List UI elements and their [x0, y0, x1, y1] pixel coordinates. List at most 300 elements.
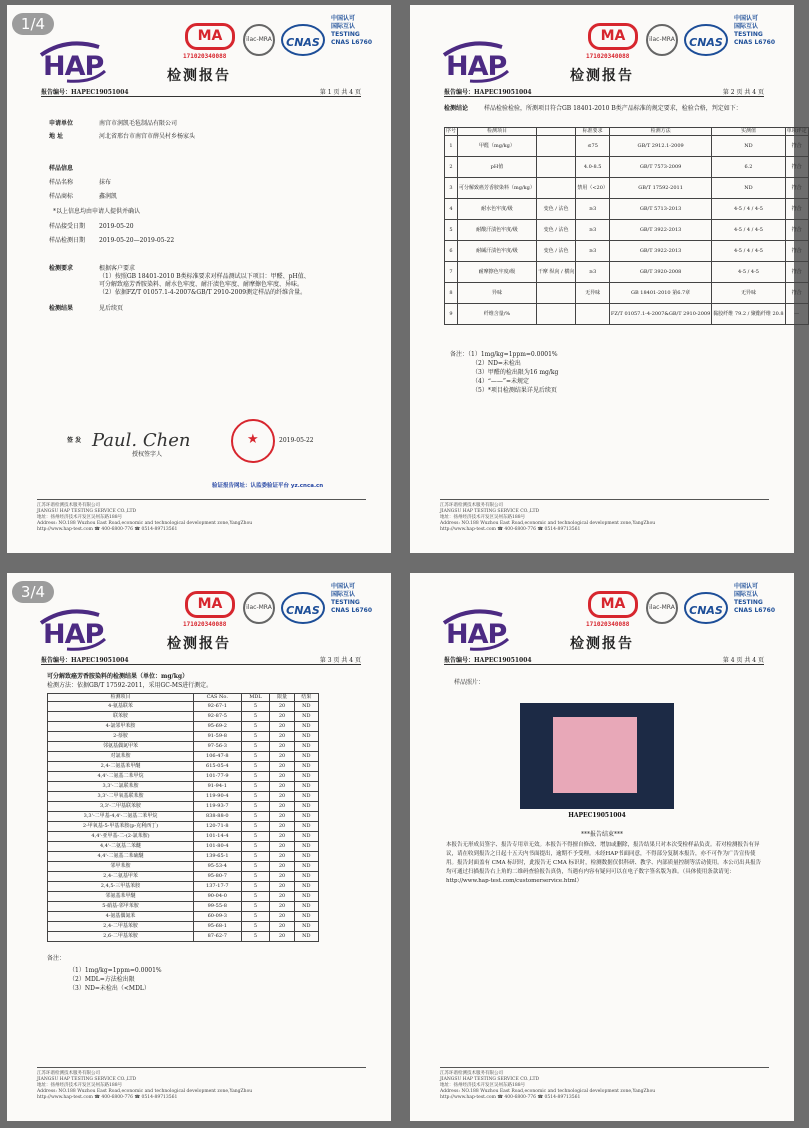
table-cell: GB/T 7573-2009: [609, 157, 711, 178]
table-cell: 20: [270, 712, 294, 722]
table-cell: 5: [241, 782, 270, 792]
table-header-cell: 限量: [270, 694, 294, 702]
hap-logo: HAP: [440, 37, 512, 87]
result-value: 见后续页: [99, 305, 124, 312]
table-row: [48, 742, 319, 752]
table-cell: 106-47-8: [194, 752, 242, 762]
table-cell: 5: [445, 220, 458, 241]
table-cell: 2-萘胺: [48, 732, 194, 742]
sample-name-label: 样品名称: [49, 179, 74, 186]
accreditation-text: 中国认可 国际互认 TESTING CNAS L6760: [331, 583, 373, 614]
table-cell: 4-5 / 4 / 4-5: [712, 220, 785, 241]
table-cell: ND: [294, 772, 318, 782]
table-cell: 3,3'-二氯联苯胺: [48, 782, 194, 792]
table-cell: 5: [241, 842, 270, 852]
requirement-line: 根据客户要求: [99, 265, 136, 272]
table-row: [48, 732, 319, 742]
note-line: （5）*项目检测结果详见后续页: [472, 387, 557, 394]
signer-label: 签 发: [67, 437, 82, 444]
table-row: [48, 752, 319, 762]
table-cell: [576, 304, 610, 325]
table-cell: ≥3: [576, 199, 610, 220]
page-footer: 江苏环谱检测技术服务有限公司 JIANGSU HAP TESTING SERVICE CO.,LTD 地址：扬州经济技术开发区吴州东路188号 Address: NO.188 Wuzhou East Road,economic and technological development zone,YangZhou http://www.hap-test.com ☎ 400-6800-776 ☎ 0514-89713561: [37, 503, 253, 532]
table-cell: 5-硝基-邻甲苯胺: [48, 902, 194, 912]
table-header-cell: 标准要求: [576, 128, 610, 136]
received-date: 2019-05-20: [99, 223, 134, 230]
table-cell: 符合: [785, 262, 808, 283]
report-page-2: [410, 5, 807, 553]
table-cell: 95-69-2: [194, 722, 242, 732]
report-page-1: [7, 5, 391, 553]
table-cell: 符合: [785, 199, 808, 220]
table-cell: 101-14-4: [194, 832, 242, 842]
table-cell: 20: [270, 792, 294, 802]
table-row: [48, 902, 319, 912]
page-badge: 3/4: [12, 581, 54, 603]
table-row: [48, 922, 319, 932]
table-cell: 5: [241, 792, 270, 802]
note-line: （4）“——”=未规定: [472, 378, 529, 385]
report-title: 检测报告: [570, 636, 634, 652]
report-page-4: [410, 573, 794, 1121]
sample-photo: [520, 703, 674, 819]
table-row: [445, 136, 809, 157]
table-cell: GB/T 3922-2013: [609, 220, 711, 241]
client-value: 南宫市润凯毛毡制品有限公司: [99, 120, 178, 127]
photo-label: 样品照片：: [454, 679, 485, 686]
table-cell: 联苯胺: [48, 712, 194, 722]
table-cell: ND: [712, 178, 785, 199]
table-cell: 5: [241, 712, 270, 722]
table-cell: 5: [241, 732, 270, 742]
table-cell: 符合: [785, 283, 808, 304]
table-row: [48, 722, 319, 732]
table-cell: GB/T 17592-2011: [609, 178, 711, 199]
test-period: 2019-05-20—2019-05-22: [99, 237, 175, 244]
table-cell: 3,3'-二甲氧基联苯胺: [48, 792, 194, 802]
note-line: （2）MDL=方法检出限: [69, 976, 135, 983]
note-line: 备注：: [47, 955, 66, 962]
table-header-cell: 检测项目: [458, 128, 537, 136]
ilac-mra-mark: ilac-MRA: [243, 24, 275, 56]
report-number: 报告编号：HAPEC19051004: [444, 89, 532, 96]
table-cell: ND: [294, 742, 318, 752]
table-row: [445, 262, 809, 283]
table-cell: 4-氨基偶氮苯: [48, 912, 194, 922]
table-cell: 变色 / 沾色: [536, 241, 575, 262]
table-cell: 异味: [458, 283, 537, 304]
table-cell: 20: [270, 702, 294, 712]
table-cell: 20: [270, 922, 294, 932]
table-cell: 95-68-1: [194, 922, 242, 932]
cma-number: 171020340088: [586, 53, 630, 60]
table-row: [48, 762, 319, 772]
table-cell: 838-88-0: [194, 812, 242, 822]
table-cell: GB/T 3920-2008: [609, 262, 711, 283]
table-cell: 邻氨基偶氮甲苯: [48, 742, 194, 752]
table-cell: 2-甲氧基-5-甲基苯胺(p-克利西丁): [48, 822, 194, 832]
table-cell: 5: [241, 892, 270, 902]
table-cell: ND: [294, 792, 318, 802]
table-cell: 20: [270, 722, 294, 732]
table-cell: 91-94-1: [194, 782, 242, 792]
page-footer: 江苏环谱检测技术服务有限公司 JIANGSU HAP TESTING SERVICE CO.,LTD 地址：扬州经济技术开发区吴州东路188号 Address: NO.188 Wuzhou East Road,economic and technological development zone,YangZhou http://www.hap-test.com ☎ 400-6800-776 ☎ 0514-89713561: [37, 1071, 253, 1100]
table-row: [445, 283, 809, 304]
table-cell: 2: [445, 157, 458, 178]
conclusion-label: 检测结论: [444, 105, 469, 112]
page-number: 第 1 页 共 4 页: [319, 89, 361, 96]
table-cell: 95-80-7: [194, 872, 242, 882]
table-cell: ND: [294, 902, 318, 912]
table-cell: 4-5 / 4 / 4-5: [712, 241, 785, 262]
table-cell: 甲醛（mg/kg）: [458, 136, 537, 157]
table-cell: 20: [270, 902, 294, 912]
page-badge: 1/4: [12, 13, 54, 35]
table-row: [48, 892, 319, 902]
table-cell: 4.0-8.5: [576, 157, 610, 178]
table-cell: 5: [241, 922, 270, 932]
table-cell: 9: [445, 304, 458, 325]
method-text: 检测方法：依据GB/T 17592-2011，采用GC-MS进行测定。: [47, 682, 213, 689]
table-cell: 5: [241, 772, 270, 782]
aromatic-amine-heading: 可分解致癌芳香胺染料的检测结果（单位：mg/kg）: [47, 673, 189, 680]
table-cell: 5: [241, 752, 270, 762]
table-row: [445, 241, 809, 262]
photo-caption: HAPEC19051004: [568, 812, 626, 819]
table-cell: 20: [270, 932, 294, 942]
table-cell: 92-67-1: [194, 702, 242, 712]
signer-role: 授权签字人: [132, 451, 163, 458]
page-number: 第 4 页 共 4 页: [722, 657, 764, 664]
table-cell: 邻甲苯胺: [48, 862, 194, 872]
note-line: （1）1mg/kg=1ppm=0.0001%: [69, 967, 162, 974]
table-cell: 4-氯邻甲苯胺: [48, 722, 194, 732]
table-row: [48, 932, 319, 942]
table-row: [445, 199, 809, 220]
table-cell: 20: [270, 872, 294, 882]
info-note: *以上信息均由申请人提供并确认: [53, 208, 141, 215]
sample-name: 抹布: [99, 179, 112, 186]
authorized-signature: Paul. Chen: [92, 430, 191, 451]
table-cell: 耐酸汗渍色牢度/级: [458, 220, 537, 241]
table-cell: 5: [241, 822, 270, 832]
table-cell: 4: [445, 199, 458, 220]
table-cell: 耐水色牢度/级: [458, 199, 537, 220]
table-cell: 2,6-二甲基苯胺: [48, 932, 194, 942]
table-cell: 101-80-4: [194, 842, 242, 852]
table-cell: 变色 / 沾色: [536, 199, 575, 220]
table-row: [48, 912, 319, 922]
cnas-mark: CNAS: [281, 23, 325, 57]
table-row: [445, 220, 809, 241]
ilac-mra-mark: ilac-MRA: [646, 24, 678, 56]
table-cell: 90-04-0: [194, 892, 242, 902]
table-cell: 变色 / 沾色: [536, 220, 575, 241]
table-header-cell: 单项评定: [786, 128, 807, 134]
table-cell: 1: [445, 136, 458, 157]
table-cell: [536, 157, 575, 178]
page-number: 第 3 页 共 4 页: [319, 657, 361, 664]
table-cell: ND: [294, 872, 318, 882]
accreditation-text: 中国认可 国际互认 TESTING CNAS L6760: [734, 15, 776, 46]
table-cell: 87-62-7: [194, 932, 242, 942]
table-cell: 符合: [785, 220, 808, 241]
table-row: [445, 178, 809, 199]
table-cell: [536, 178, 575, 199]
table-cell: —: [785, 304, 808, 325]
note-line: 备注：（1）1mg/kg=1ppm=0.0001%: [450, 351, 558, 358]
sample-section: 样品信息: [49, 165, 74, 172]
cma-number: 171020340088: [183, 53, 227, 60]
cma-number: 171020340088: [586, 621, 630, 628]
table-cell: [536, 136, 575, 157]
table-row: [48, 802, 319, 812]
table-cell: 20: [270, 912, 294, 922]
table-row: [48, 812, 319, 822]
table-cell: 5: [241, 912, 270, 922]
official-seal: ★: [231, 419, 275, 463]
table-cell: [536, 304, 575, 325]
table-cell: 20: [270, 772, 294, 782]
table-cell: 2,4-二氨基甲苯: [48, 872, 194, 882]
table-row: [48, 792, 319, 802]
table-cell: 黏胶纤维 79.2 / 聚酯纤维 20.8: [712, 304, 785, 325]
table-cell: ND: [294, 852, 318, 862]
table-cell: ND: [294, 842, 318, 852]
table-cell: 137-17-7: [194, 882, 242, 892]
table-cell: 4,4'-亚甲基-二-(2-氯苯胺): [48, 832, 194, 842]
table-cell: ND: [294, 912, 318, 922]
table-cell: GB/T 2912.1-2009: [609, 136, 711, 157]
table-cell: 95-53-4: [194, 862, 242, 872]
table-row: [48, 832, 319, 842]
table-cell: 禁用（<20）: [576, 178, 610, 199]
requirement-line: （1）按照GB 18401-2010 B类标准要求对样品测试以下项目：甲醛、pH值、: [99, 273, 310, 280]
table-cell: 耐碱汗渍色牢度/级: [458, 241, 537, 262]
table-cell: 对氯苯胺: [48, 752, 194, 762]
table-cell: 20: [270, 732, 294, 742]
report-title: 检测报告: [570, 68, 634, 84]
table-cell: 5: [241, 872, 270, 882]
sample-cloth: [553, 717, 637, 793]
table-cell: 符合: [785, 157, 808, 178]
report-number: 报告编号：HAPEC19051004: [444, 657, 532, 664]
table-cell: 符合: [785, 178, 808, 199]
table-cell: 119-93-7: [194, 802, 242, 812]
table-cell: ND: [294, 922, 318, 932]
sign-date: 2019-05-22: [279, 437, 314, 444]
table-cell: 20: [270, 742, 294, 752]
table-cell: ND: [294, 892, 318, 902]
table-cell: 6.2: [712, 157, 785, 178]
cma-mark: MA: [185, 23, 235, 50]
table-cell: 97-56-3: [194, 742, 242, 752]
table-cell: 耐摩擦色牢度/级: [458, 262, 537, 283]
cnas-mark: CNAS: [684, 23, 728, 57]
table-cell: 5: [241, 802, 270, 812]
table-cell: 20: [270, 762, 294, 772]
table-cell: 92-87-5: [194, 712, 242, 722]
table-cell: 纤维含量/%: [458, 304, 537, 325]
cnas-mark: CNAS: [684, 591, 728, 625]
table-cell: FZ/T 01057.1-4-2007&GB/T 2910-2009: [609, 304, 711, 325]
table-cell: 139-65-1: [194, 852, 242, 862]
cnas-mark: CNAS: [281, 591, 325, 625]
table-cell: ≥3: [576, 262, 610, 283]
table-cell: ND: [294, 862, 318, 872]
table-header-cell: [536, 128, 575, 136]
table-cell: 5: [241, 882, 270, 892]
table-header-cell: 实测值: [712, 128, 785, 136]
table-row: [48, 852, 319, 862]
table-row: [48, 822, 319, 832]
test-period-label: 样品检测日期: [49, 237, 86, 244]
table-cell: 无异味: [576, 283, 610, 304]
table-cell: pH值: [458, 157, 537, 178]
table-cell: 符合: [785, 136, 808, 157]
table-row: [48, 872, 319, 882]
note-line: （3）甲醛的检出限为16 mg/kg: [472, 369, 559, 376]
table-cell: ND: [294, 882, 318, 892]
report-page-3: [7, 573, 391, 1121]
cma-mark: MA: [588, 591, 638, 618]
table-cell: 干摩 纵向 / 横向: [536, 262, 575, 283]
accreditation-text: 中国认可 国际互认 TESTING CNAS L6760: [734, 583, 776, 614]
table-cell: ND: [294, 752, 318, 762]
table-cell: 615-05-4: [194, 762, 242, 772]
table-cell: 5: [241, 762, 270, 772]
table-cell: 8: [445, 283, 458, 304]
table-cell: 20: [270, 802, 294, 812]
page-footer: 江苏环谱检测技术服务有限公司 JIANGSU HAP TESTING SERVICE CO.,LTD 地址：扬州经济技术开发区吴州东路188号 Address: NO.188 Wuzhou East Road,economic and technological development zone,YangZhou http://www.hap-test.com ☎ 400-6800-776 ☎ 0514-89713561: [440, 1071, 656, 1100]
table-header-cell: 序号: [446, 128, 457, 134]
ilac-mra-mark: ilac-MRA: [646, 592, 678, 624]
table-cell: GB/T 3922-2013: [609, 241, 711, 262]
table-cell: ND: [294, 732, 318, 742]
received-label: 样品接受日期: [49, 223, 86, 230]
requirement-label: 检测要求: [49, 265, 74, 272]
table-cell: 20: [270, 842, 294, 852]
table-cell: ND: [294, 832, 318, 842]
result-label: 检测结果: [49, 305, 74, 312]
table-cell: ND: [294, 932, 318, 942]
table-row: [48, 782, 319, 792]
table-cell: 5: [241, 902, 270, 912]
report-title: 检测报告: [167, 636, 231, 652]
table-header-cell: 结果: [294, 694, 318, 702]
table-cell: ND: [712, 136, 785, 157]
requirement-line: （2）依据FZ/T 01057.1-4-2007&GB/T 2910-2009测定样品的纤维含量。: [99, 289, 307, 296]
table-cell: 20: [270, 752, 294, 762]
page-footer: 江苏环谱检测技术服务有限公司 JIANGSU HAP TESTING SERVICE CO.,LTD 地址：扬州经济技术开发区吴州东路188号 Address: NO.188 Wuzhou East Road,economic and technological development zone,YangZhou http://www.hap-test.com ☎ 400-6800-776 ☎ 0514-89713561: [440, 503, 656, 532]
table-cell: 101-77-9: [194, 772, 242, 782]
table-header-cell: 检测方法: [609, 128, 711, 136]
table-cell: 5: [241, 832, 270, 842]
table-cell: 无异味: [712, 283, 785, 304]
table-cell: 20: [270, 812, 294, 822]
table-cell: 20: [270, 782, 294, 792]
note-line: （3）ND=未检出（<MDL）: [69, 985, 150, 992]
table-cell: 邻氨基苯甲醚: [48, 892, 194, 902]
table-cell: [536, 283, 575, 304]
table-cell: 5: [241, 932, 270, 942]
cma-mark: MA: [588, 23, 638, 50]
table-cell: 4-5 / 4 / 4-5: [712, 199, 785, 220]
table-cell: 符合: [785, 241, 808, 262]
verify-link[interactable]: 验证报告网址：认监委验证平台 yz.cnca.cn: [212, 483, 324, 489]
table-row: [48, 842, 319, 852]
table-cell: ND: [294, 702, 318, 712]
table-cell: ≤75: [576, 136, 610, 157]
hap-logo: HAP: [37, 37, 109, 87]
table-cell: 5: [241, 702, 270, 712]
amine-table: [47, 693, 319, 942]
table-cell: GB 18401-2010 第6.7章: [609, 283, 711, 304]
table-cell: 2,4-二氨基苯甲醚: [48, 762, 194, 772]
table-cell: ≥3: [576, 220, 610, 241]
address-value: 河北省邢台市南宫市薛吴村乡杨家头: [99, 133, 196, 140]
table-cell: 3,3'-二甲基-4,4'-二氨基二苯甲烷: [48, 812, 194, 822]
table-cell: ≥3: [576, 241, 610, 262]
table-cell: 119-90-4: [194, 792, 242, 802]
table-cell: 20: [270, 892, 294, 902]
statement-text: 本报告无形成员签字、报告专用章无效。本报告不得擅自修改、增加或删除，报告结果只对本次受检样品负责。若对检测报告有异议，请在收到报告之日起十五天内书面提出，逾期不予受理。未经HAP书面同意，不得部分复制本报告，亦不可作为广告宣传使用。报告封面盖有 CMA 标识时，此报告无 CMA 标识时，检测数据仅供科研、教学、内部质量控制等活动使用。本公司出具报告均可通过扫描报告右上角的二维码查验报告真伪，当遇有内容有疑问可以在电子数字签名版为准。（具体使用条款请见：http://www.hap-test.com/customerservice.html）: [446, 842, 762, 884]
cma-mark: MA: [185, 591, 235, 618]
table-cell: 20: [270, 882, 294, 892]
table-cell: 20: [270, 822, 294, 832]
note-line: （2）ND=未检出: [472, 360, 521, 367]
table-row: [445, 304, 809, 325]
table-cell: 91-59-8: [194, 732, 242, 742]
table-cell: 4,4'-二氨基二苯甲烷: [48, 772, 194, 782]
table-row: [48, 702, 319, 712]
table-cell: 6: [445, 241, 458, 262]
table-cell: ND: [294, 802, 318, 812]
report-number: 报告编号：HAPEC19051004: [41, 89, 129, 96]
conclusion-text: 样品检验检验，所测项目符合GB 18401-2010 B类产品标准的规定要求，检验合格，判定如下：: [484, 105, 742, 112]
table-cell: 5: [241, 812, 270, 822]
accreditation-text: 中国认可 国际互认 TESTING CNAS L6760: [331, 15, 373, 46]
table-cell: 5: [241, 852, 270, 862]
table-cell: ND: [294, 822, 318, 832]
table-row: [445, 157, 809, 178]
table-row: [48, 862, 319, 872]
report-title: 检测报告: [167, 68, 231, 84]
table-cell: ND: [294, 782, 318, 792]
table-cell: GB/T 5713-2013: [609, 199, 711, 220]
table-header-cell: CAS No.: [194, 694, 242, 702]
table-cell: ND: [294, 722, 318, 732]
table-header-cell: MDL: [241, 694, 270, 702]
table-cell: 3: [445, 178, 458, 199]
brand-label: 样品商标: [49, 193, 74, 200]
table-cell: 20: [270, 862, 294, 872]
results-table: [444, 127, 809, 325]
table-header-cell: 检测项目: [48, 694, 194, 702]
table-cell: ND: [294, 762, 318, 772]
report-end: ***报告结束***: [580, 831, 623, 838]
hap-logo: HAP: [37, 605, 109, 655]
brand: 鑫润凯: [99, 193, 118, 200]
table-cell: ND: [294, 712, 318, 722]
table-cell: 7: [445, 262, 458, 283]
table-cell: ND: [294, 812, 318, 822]
table-cell: 20: [270, 832, 294, 842]
table-cell: 99-55-8: [194, 902, 242, 912]
table-cell: 可分解致癌芳香胺染料（mg/kg）: [458, 178, 537, 199]
table-cell: 2,4-二甲基苯胺: [48, 922, 194, 932]
ilac-mra-mark: ilac-MRA: [243, 592, 275, 624]
